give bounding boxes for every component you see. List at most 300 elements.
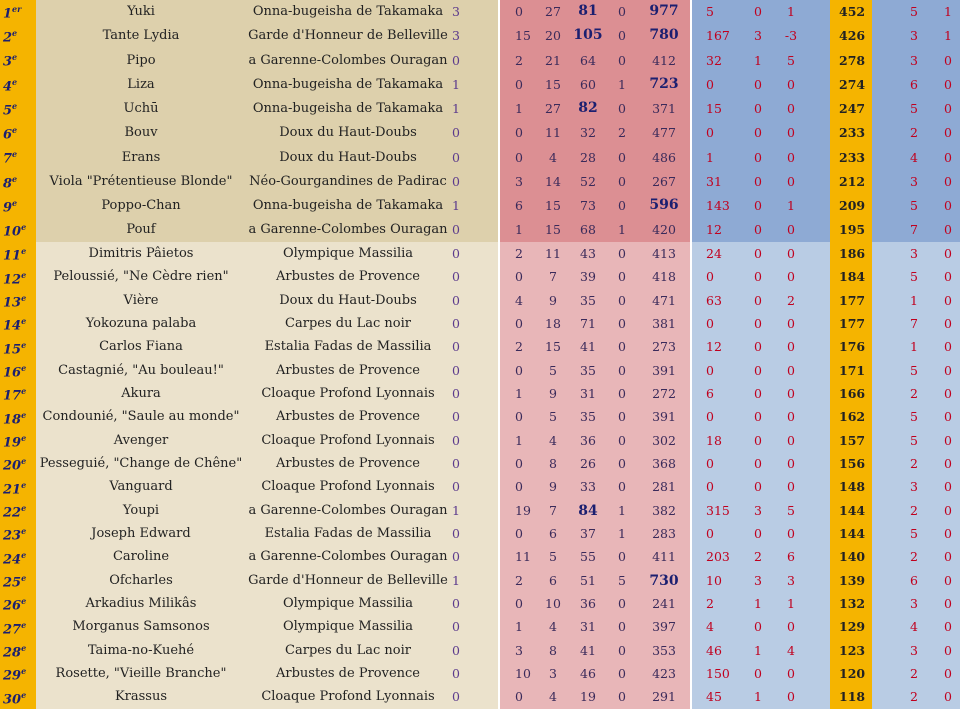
stat-g: 18 bbox=[692, 429, 742, 452]
gap bbox=[808, 289, 830, 312]
stat-d: 39 bbox=[570, 266, 606, 289]
stat-c: 7 bbox=[536, 499, 570, 522]
gap bbox=[472, 662, 498, 685]
gap bbox=[472, 639, 498, 662]
stat-e: 0 bbox=[606, 592, 638, 615]
stat-g: 0 bbox=[692, 312, 742, 335]
total-score: 278 bbox=[830, 48, 872, 72]
stat-h: 0 bbox=[742, 97, 774, 121]
stat-d: 51 bbox=[570, 569, 606, 592]
stat-h: 0 bbox=[742, 312, 774, 335]
rank-number: 19 bbox=[3, 435, 22, 451]
stat-a: 0 bbox=[450, 616, 472, 639]
total-score: 162 bbox=[830, 406, 872, 429]
stat-j: 6 bbox=[892, 73, 936, 97]
stat-a: 0 bbox=[450, 382, 472, 405]
stat-g: 0 bbox=[692, 522, 742, 545]
total-score: 274 bbox=[830, 73, 872, 97]
stat-i: 4 bbox=[774, 639, 808, 662]
stat-j: 2 bbox=[892, 546, 936, 569]
stat-h: 1 bbox=[742, 48, 774, 72]
stat-a: 0 bbox=[450, 121, 472, 145]
rank-number: 23 bbox=[3, 528, 22, 544]
rank-number: 7 bbox=[3, 151, 13, 167]
rank-suffix: e bbox=[21, 666, 27, 677]
name player-name: Uchū bbox=[36, 97, 246, 121]
stat-k: 0 bbox=[936, 429, 960, 452]
stat-k: 0 bbox=[936, 522, 960, 545]
team team-name: Arbustes de Provence bbox=[246, 359, 450, 382]
stat-h: 0 bbox=[742, 145, 774, 169]
gap bbox=[808, 266, 830, 289]
stat-j: 5 bbox=[892, 266, 936, 289]
stat-b: 0 bbox=[500, 266, 536, 289]
gap bbox=[472, 24, 498, 48]
stat-g: 150 bbox=[692, 662, 742, 685]
stat-j: 3 bbox=[892, 242, 936, 265]
gap bbox=[808, 429, 830, 452]
stat-i: 0 bbox=[774, 97, 808, 121]
stat-g: 10 bbox=[692, 569, 742, 592]
team team-name: Onna-bugeisha de Takamaka bbox=[246, 73, 450, 97]
gap bbox=[808, 686, 830, 709]
name player-name: Yuki bbox=[36, 0, 246, 24]
stat-g: 31 bbox=[692, 170, 742, 194]
stat-c: 9 bbox=[536, 382, 570, 405]
stat-h: 0 bbox=[742, 452, 774, 475]
table-row bbox=[0, 499, 960, 522]
name player-name: Poppo-Chan bbox=[36, 194, 246, 218]
stat-e: 0 bbox=[606, 0, 638, 24]
stat-i: 0 bbox=[774, 73, 808, 97]
gap bbox=[872, 24, 892, 48]
stat-d: 52 bbox=[570, 170, 606, 194]
rank-number: 2 bbox=[3, 30, 13, 46]
stat-k: 0 bbox=[936, 616, 960, 639]
stat-g: 0 bbox=[692, 121, 742, 145]
team team-name: Garde d'Honneur de Belleville bbox=[246, 569, 450, 592]
stat-e: 0 bbox=[606, 616, 638, 639]
stat-c: 9 bbox=[536, 476, 570, 499]
stat-k: 0 bbox=[936, 48, 960, 72]
stat-i: -3 bbox=[774, 24, 808, 48]
gap bbox=[808, 522, 830, 545]
stat-j: 5 bbox=[892, 522, 936, 545]
stat-a: 0 bbox=[450, 312, 472, 335]
rank-cell bbox=[0, 452, 36, 475]
rank-number: 6 bbox=[3, 127, 13, 143]
team team-name: Arbustes de Provence bbox=[246, 266, 450, 289]
stat-f: 397 bbox=[638, 616, 690, 639]
rank-suffix: e bbox=[21, 293, 27, 303]
stat-i: 0 bbox=[774, 382, 808, 405]
stat-a: 1 bbox=[450, 194, 472, 218]
stat-b: 6 bbox=[500, 194, 536, 218]
stat-c: 18 bbox=[536, 312, 570, 335]
stat-f: 471 bbox=[638, 289, 690, 312]
stat-h: 0 bbox=[742, 522, 774, 545]
gap bbox=[472, 289, 498, 312]
stat-k: 0 bbox=[936, 266, 960, 289]
stat-k: 1 bbox=[936, 24, 960, 48]
name player-name: Vière bbox=[36, 289, 246, 312]
rank-number: 30 bbox=[3, 691, 22, 707]
rank-cell bbox=[0, 194, 36, 218]
table-row bbox=[0, 97, 960, 121]
stat-c: 4 bbox=[536, 616, 570, 639]
stat-k: 0 bbox=[936, 406, 960, 429]
name player-name: Avenger bbox=[36, 429, 246, 452]
name player-name: Youpi bbox=[36, 499, 246, 522]
stat-k: 0 bbox=[936, 289, 960, 312]
total-score: 177 bbox=[830, 312, 872, 335]
stat-d: 81 bbox=[570, 0, 606, 24]
rank-number: 3 bbox=[3, 54, 13, 70]
team team-name: a Garenne-Colombes Ouragan bbox=[246, 48, 450, 72]
total-score: 247 bbox=[830, 97, 872, 121]
gap bbox=[872, 639, 892, 662]
table-row bbox=[0, 73, 960, 97]
team team-name: Arbustes de Provence bbox=[246, 452, 450, 475]
stat-j: 3 bbox=[892, 476, 936, 499]
table-row bbox=[0, 312, 960, 335]
stat-e: 0 bbox=[606, 336, 638, 359]
stat-e: 0 bbox=[606, 170, 638, 194]
stat-f: 730 bbox=[638, 569, 690, 592]
stat-c: 27 bbox=[536, 0, 570, 24]
stat-f: 267 bbox=[638, 170, 690, 194]
team team-name: Onna-bugeisha de Takamaka bbox=[246, 97, 450, 121]
name player-name: Erans bbox=[36, 145, 246, 169]
stat-b: 1 bbox=[500, 218, 536, 242]
stat-h: 0 bbox=[742, 289, 774, 312]
stat-c: 15 bbox=[536, 194, 570, 218]
total-score: 195 bbox=[830, 218, 872, 242]
stat-g: 315 bbox=[692, 499, 742, 522]
name player-name: Liza bbox=[36, 73, 246, 97]
gap bbox=[872, 242, 892, 265]
stat-k: 0 bbox=[936, 242, 960, 265]
stat-b: 0 bbox=[500, 452, 536, 475]
stat-f: 723 bbox=[638, 73, 690, 97]
rank-suffix: e bbox=[21, 596, 27, 607]
name player-name: Pouf bbox=[36, 218, 246, 242]
rank-suffix: e bbox=[21, 619, 27, 630]
rank-cell bbox=[0, 24, 36, 48]
stat-h: 0 bbox=[742, 336, 774, 359]
team team-name: Doux du Haut-Doubs bbox=[246, 121, 450, 145]
stat-a: 0 bbox=[450, 145, 472, 169]
table-row bbox=[0, 522, 960, 545]
stat-f: 418 bbox=[638, 266, 690, 289]
stat-f: 368 bbox=[638, 452, 690, 475]
gap bbox=[808, 382, 830, 405]
total-score: 176 bbox=[830, 336, 872, 359]
stat-g: 32 bbox=[692, 48, 742, 72]
stat-h: 3 bbox=[742, 499, 774, 522]
gap bbox=[872, 429, 892, 452]
team team-name: Olympique Massilia bbox=[246, 616, 450, 639]
name player-name: Arkadius Milikâs bbox=[36, 592, 246, 615]
stat-b: 0 bbox=[500, 359, 536, 382]
table-row bbox=[0, 336, 960, 359]
gap bbox=[872, 359, 892, 382]
gap bbox=[872, 194, 892, 218]
total-score: 177 bbox=[830, 289, 872, 312]
stat-e: 1 bbox=[606, 522, 638, 545]
gap bbox=[472, 0, 498, 24]
stat-b: 0 bbox=[500, 592, 536, 615]
rank-suffix: er bbox=[12, 4, 22, 14]
stat-b: 0 bbox=[500, 406, 536, 429]
gap bbox=[872, 170, 892, 194]
stat-j: 7 bbox=[892, 218, 936, 242]
table-row bbox=[0, 686, 960, 709]
stat-d: 41 bbox=[570, 336, 606, 359]
name player-name: Caroline bbox=[36, 546, 246, 569]
stat-a: 0 bbox=[450, 218, 472, 242]
stat-a: 0 bbox=[450, 476, 472, 499]
stat-i: 5 bbox=[774, 48, 808, 72]
total-score: 426 bbox=[830, 24, 872, 48]
stat-g: 1 bbox=[692, 145, 742, 169]
stat-e: 0 bbox=[606, 266, 638, 289]
gap bbox=[472, 145, 498, 169]
stat-i: 1 bbox=[774, 592, 808, 615]
stat-a: 0 bbox=[450, 452, 472, 475]
stat-j: 5 bbox=[892, 97, 936, 121]
stat-h: 0 bbox=[742, 218, 774, 242]
stat-e: 1 bbox=[606, 499, 638, 522]
stat-i: 0 bbox=[774, 452, 808, 475]
rank-number: 27 bbox=[3, 621, 22, 637]
table-row bbox=[0, 218, 960, 242]
stat-j: 2 bbox=[892, 121, 936, 145]
stat-f: 486 bbox=[638, 145, 690, 169]
team team-name: Onna-bugeisha de Takamaka bbox=[246, 194, 450, 218]
total-score: 118 bbox=[830, 686, 872, 709]
name player-name: Viola "Prétentieuse Blonde" bbox=[36, 170, 246, 194]
stat-j: 4 bbox=[892, 145, 936, 169]
stat-i: 0 bbox=[774, 312, 808, 335]
stat-d: 36 bbox=[570, 429, 606, 452]
stat-g: 63 bbox=[692, 289, 742, 312]
stat-c: 8 bbox=[536, 452, 570, 475]
stat-i: 1 bbox=[774, 0, 808, 24]
gap bbox=[872, 476, 892, 499]
table-row bbox=[0, 546, 960, 569]
stat-d: 31 bbox=[570, 616, 606, 639]
stat-a: 0 bbox=[450, 359, 472, 382]
rank-cell bbox=[0, 616, 36, 639]
stat-j: 3 bbox=[892, 592, 936, 615]
gap bbox=[872, 616, 892, 639]
stat-e: 0 bbox=[606, 662, 638, 685]
table-row bbox=[0, 170, 960, 194]
stat-k: 0 bbox=[936, 359, 960, 382]
gap bbox=[872, 569, 892, 592]
stat-b: 0 bbox=[500, 312, 536, 335]
total-score: 212 bbox=[830, 170, 872, 194]
stat-e: 0 bbox=[606, 639, 638, 662]
team team-name: Cloaque Profond Lyonnais bbox=[246, 686, 450, 709]
rank-cell bbox=[0, 170, 36, 194]
table-row bbox=[0, 476, 960, 499]
gap bbox=[808, 194, 830, 218]
gap bbox=[472, 499, 498, 522]
gap bbox=[472, 336, 498, 359]
stat-g: 167 bbox=[692, 24, 742, 48]
gap bbox=[808, 242, 830, 265]
stat-f: 423 bbox=[638, 662, 690, 685]
rank-number: 22 bbox=[3, 505, 22, 521]
rank-cell bbox=[0, 639, 36, 662]
rank-cell bbox=[0, 359, 36, 382]
gap bbox=[872, 121, 892, 145]
stat-e: 1 bbox=[606, 218, 638, 242]
stat-k: 0 bbox=[936, 121, 960, 145]
stat-h: 0 bbox=[742, 406, 774, 429]
gap bbox=[472, 242, 498, 265]
stat-c: 5 bbox=[536, 546, 570, 569]
table-row bbox=[0, 266, 960, 289]
stat-d: 28 bbox=[570, 145, 606, 169]
gap bbox=[808, 616, 830, 639]
stat-g: 0 bbox=[692, 73, 742, 97]
stat-j: 3 bbox=[892, 639, 936, 662]
stat-b: 3 bbox=[500, 170, 536, 194]
rank-number: 8 bbox=[3, 175, 13, 191]
rank-suffix: e bbox=[21, 409, 27, 420]
stat-d: 41 bbox=[570, 639, 606, 662]
stat-c: 8 bbox=[536, 639, 570, 662]
name player-name: Pesseguié, "Change de Chêne" bbox=[36, 452, 246, 475]
stat-d: 46 bbox=[570, 662, 606, 685]
stat-h: 0 bbox=[742, 662, 774, 685]
rank-number: 20 bbox=[3, 458, 22, 474]
table-row bbox=[0, 145, 960, 169]
gap bbox=[872, 382, 892, 405]
stat-h: 0 bbox=[742, 359, 774, 382]
stat-b: 11 bbox=[500, 546, 536, 569]
stat-c: 15 bbox=[536, 336, 570, 359]
gap bbox=[872, 97, 892, 121]
stat-h: 0 bbox=[742, 266, 774, 289]
stat-g: 12 bbox=[692, 218, 742, 242]
total-score: 132 bbox=[830, 592, 872, 615]
stat-d: 64 bbox=[570, 48, 606, 72]
rank-number: 4 bbox=[3, 79, 13, 95]
stat-b: 3 bbox=[500, 639, 536, 662]
table-row bbox=[0, 452, 960, 475]
rank-number: 18 bbox=[3, 411, 22, 427]
table-row bbox=[0, 406, 960, 429]
rank-cell bbox=[0, 242, 36, 265]
gap bbox=[872, 336, 892, 359]
name player-name: Akura bbox=[36, 382, 246, 405]
team team-name: Arbustes de Provence bbox=[246, 406, 450, 429]
stat-g: 46 bbox=[692, 639, 742, 662]
gap bbox=[472, 48, 498, 72]
rank-suffix: e bbox=[21, 642, 27, 653]
stat-a: 0 bbox=[450, 289, 472, 312]
stat-i: 0 bbox=[774, 145, 808, 169]
gap bbox=[808, 218, 830, 242]
stat-h: 0 bbox=[742, 121, 774, 145]
table-row bbox=[0, 616, 960, 639]
stat-c: 4 bbox=[536, 686, 570, 709]
stat-b: 2 bbox=[500, 242, 536, 265]
stat-b: 1 bbox=[500, 429, 536, 452]
rank-suffix: e bbox=[21, 689, 27, 700]
stat-a: 0 bbox=[450, 242, 472, 265]
total-score: 144 bbox=[830, 522, 872, 545]
gap bbox=[872, 406, 892, 429]
team team-name: Garde d'Honneur de Belleville bbox=[246, 24, 450, 48]
rank-suffix: e bbox=[21, 479, 27, 490]
rank-suffix: e bbox=[12, 149, 18, 160]
stat-f: 977 bbox=[638, 0, 690, 24]
table-row bbox=[0, 382, 960, 405]
gap bbox=[808, 592, 830, 615]
stat-h: 0 bbox=[742, 242, 774, 265]
rank-cell bbox=[0, 336, 36, 359]
gap bbox=[808, 546, 830, 569]
rank-suffix: e bbox=[21, 222, 27, 233]
stat-j: 3 bbox=[892, 170, 936, 194]
stat-f: 371 bbox=[638, 97, 690, 121]
stat-e: 0 bbox=[606, 429, 638, 452]
rank-number: 16 bbox=[3, 365, 22, 381]
gap bbox=[472, 546, 498, 569]
stat-a: 1 bbox=[450, 97, 472, 121]
stat-d: 68 bbox=[570, 218, 606, 242]
stat-h: 0 bbox=[742, 429, 774, 452]
table-row bbox=[0, 592, 960, 615]
table-row bbox=[0, 359, 960, 382]
team team-name: Doux du Haut-Doubs bbox=[246, 289, 450, 312]
stat-f: 273 bbox=[638, 336, 690, 359]
stat-c: 6 bbox=[536, 522, 570, 545]
stat-b: 2 bbox=[500, 569, 536, 592]
gap bbox=[872, 592, 892, 615]
name player-name: Krassus bbox=[36, 686, 246, 709]
stat-d: 71 bbox=[570, 312, 606, 335]
stat-e: 0 bbox=[606, 194, 638, 218]
stat-g: 0 bbox=[692, 476, 742, 499]
stat-a: 0 bbox=[450, 639, 472, 662]
stat-a: 0 bbox=[450, 662, 472, 685]
stat-d: 37 bbox=[570, 522, 606, 545]
stat-k: 0 bbox=[936, 218, 960, 242]
stat-a: 0 bbox=[450, 686, 472, 709]
stat-d: 33 bbox=[570, 476, 606, 499]
stat-j: 2 bbox=[892, 686, 936, 709]
gap bbox=[872, 499, 892, 522]
table-row bbox=[0, 569, 960, 592]
gap bbox=[472, 569, 498, 592]
team team-name: Cloaque Profond Lyonnais bbox=[246, 382, 450, 405]
name player-name: Condounié, "Saule au monde" bbox=[36, 406, 246, 429]
stat-e: 0 bbox=[606, 289, 638, 312]
gap bbox=[872, 662, 892, 685]
name player-name: Ofcharles bbox=[36, 569, 246, 592]
table-row bbox=[0, 289, 960, 312]
stat-c: 5 bbox=[536, 359, 570, 382]
gap bbox=[472, 218, 498, 242]
stat-k: 0 bbox=[936, 312, 960, 335]
stat-g: 15 bbox=[692, 97, 742, 121]
